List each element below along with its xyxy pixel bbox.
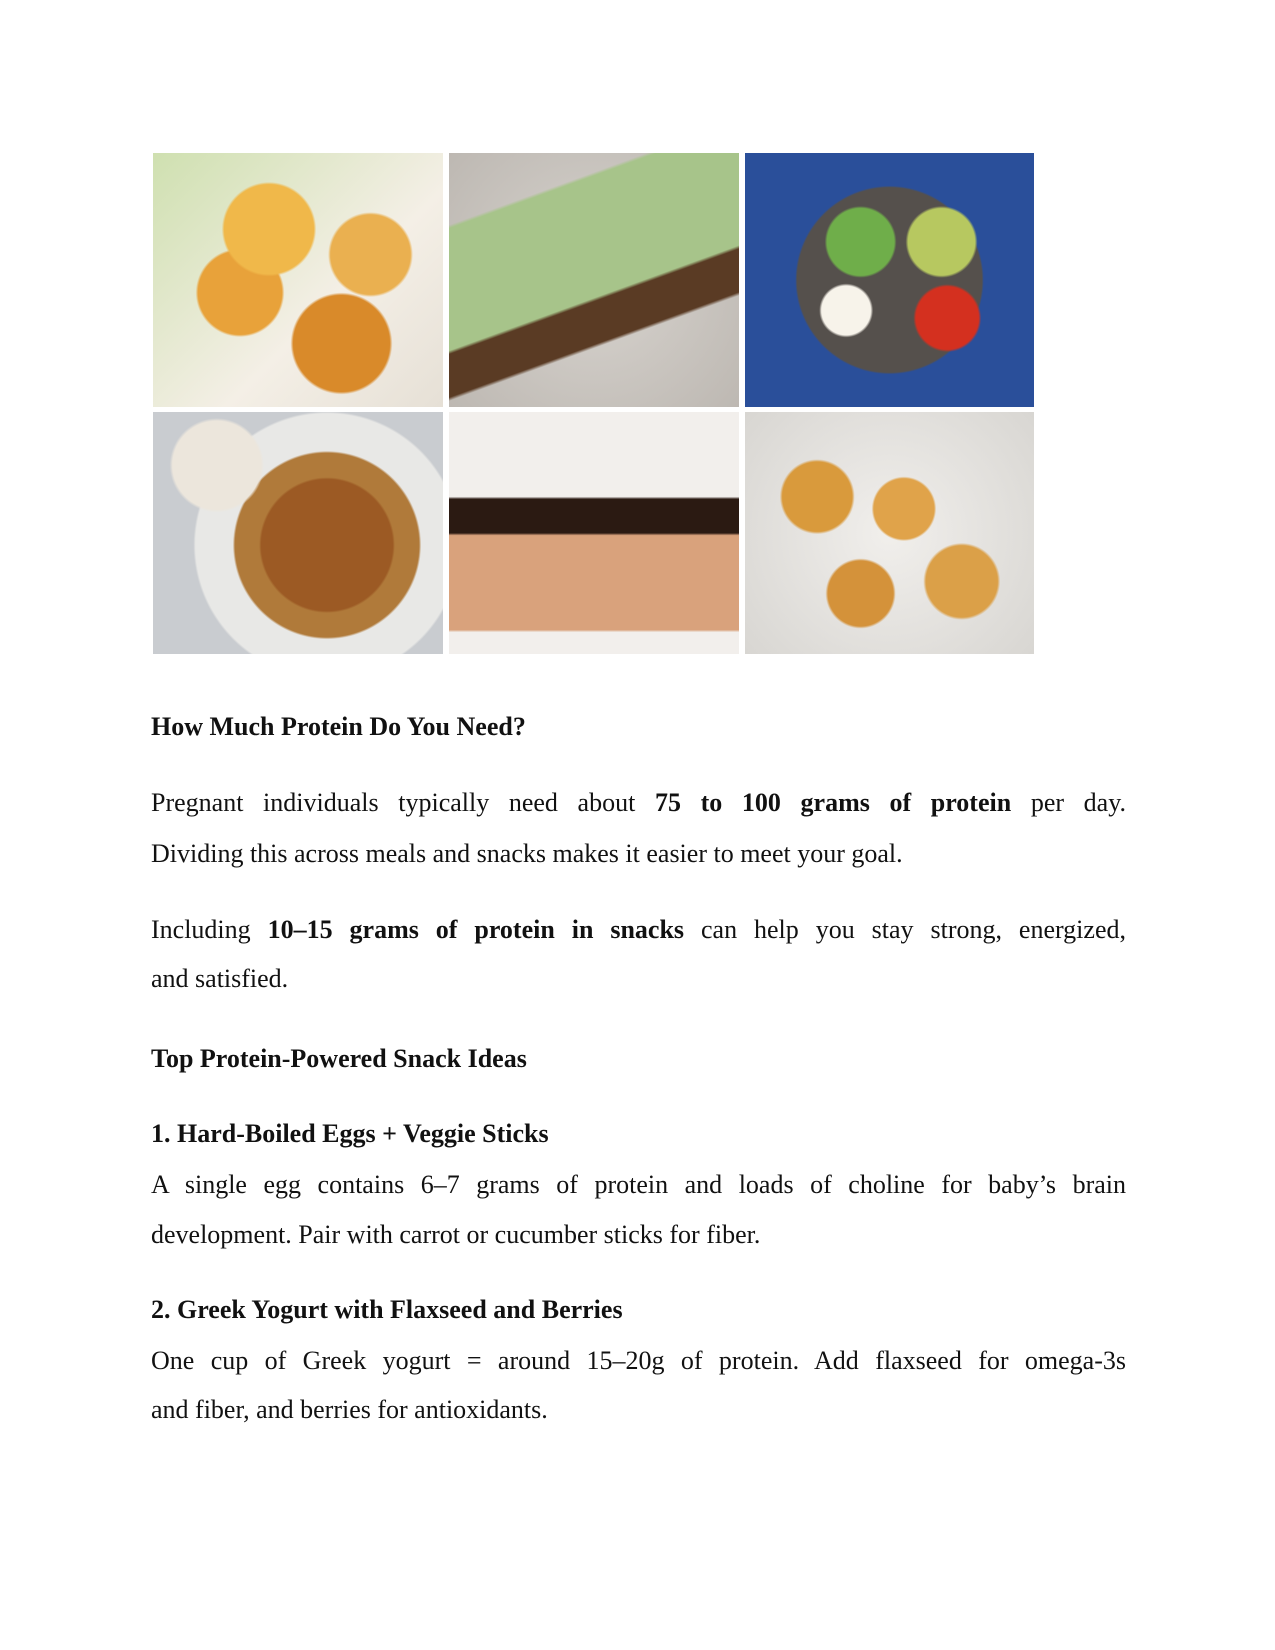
- bold-text: 75 to 100 grams of protein: [654, 788, 1012, 817]
- item-title: 1. Hard-Boiled Eggs + Veggie Sticks: [151, 1119, 549, 1148]
- text: Including: [151, 915, 268, 944]
- text: can help you stay strong, energized,: [684, 915, 1126, 944]
- item-title: 2. Greek Yogurt with Flaxseed and Berries: [151, 1295, 623, 1324]
- text: per day.: [1011, 788, 1127, 817]
- egg-muffins-photo: [153, 153, 443, 407]
- item-text: One cup of Greek yogurt = around 15–20g of protein. Add flaxseed for omega-3s: [151, 1346, 1126, 1375]
- item-text: and fiber, and berries for antioxidants.: [151, 1395, 548, 1424]
- oat-energy-balls-photo: [745, 412, 1034, 654]
- paragraph-line: [151, 905, 1126, 955]
- bold-text: 10–15 grams of protein in snacks: [267, 915, 685, 944]
- text: Pregnant individuals typically need about: [151, 788, 655, 817]
- section-heading: Top Protein-Powered Snack Ideas: [151, 1044, 527, 1073]
- item-text: A single egg contains 6–7 grams of protein and loads of choline for baby’s brain: [151, 1170, 1126, 1199]
- item-text: development. Pair with carrot or cucumber sticks for fiber.: [151, 1220, 761, 1249]
- protein-bars-photo: [449, 412, 739, 654]
- paragraph-line: Dividing this across meals and snacks makes it easier to meet your goal.: [151, 839, 903, 868]
- egg-avocado-bowl-photo: [745, 153, 1034, 407]
- section-heading: How Much Protein Do You Need?: [151, 712, 526, 741]
- paragraph-line: and satisfied.: [151, 964, 289, 993]
- zucchini-fritters-photo: [153, 412, 443, 654]
- avocado-toast-photo: [449, 153, 739, 407]
- paragraph-line: [151, 778, 1126, 828]
